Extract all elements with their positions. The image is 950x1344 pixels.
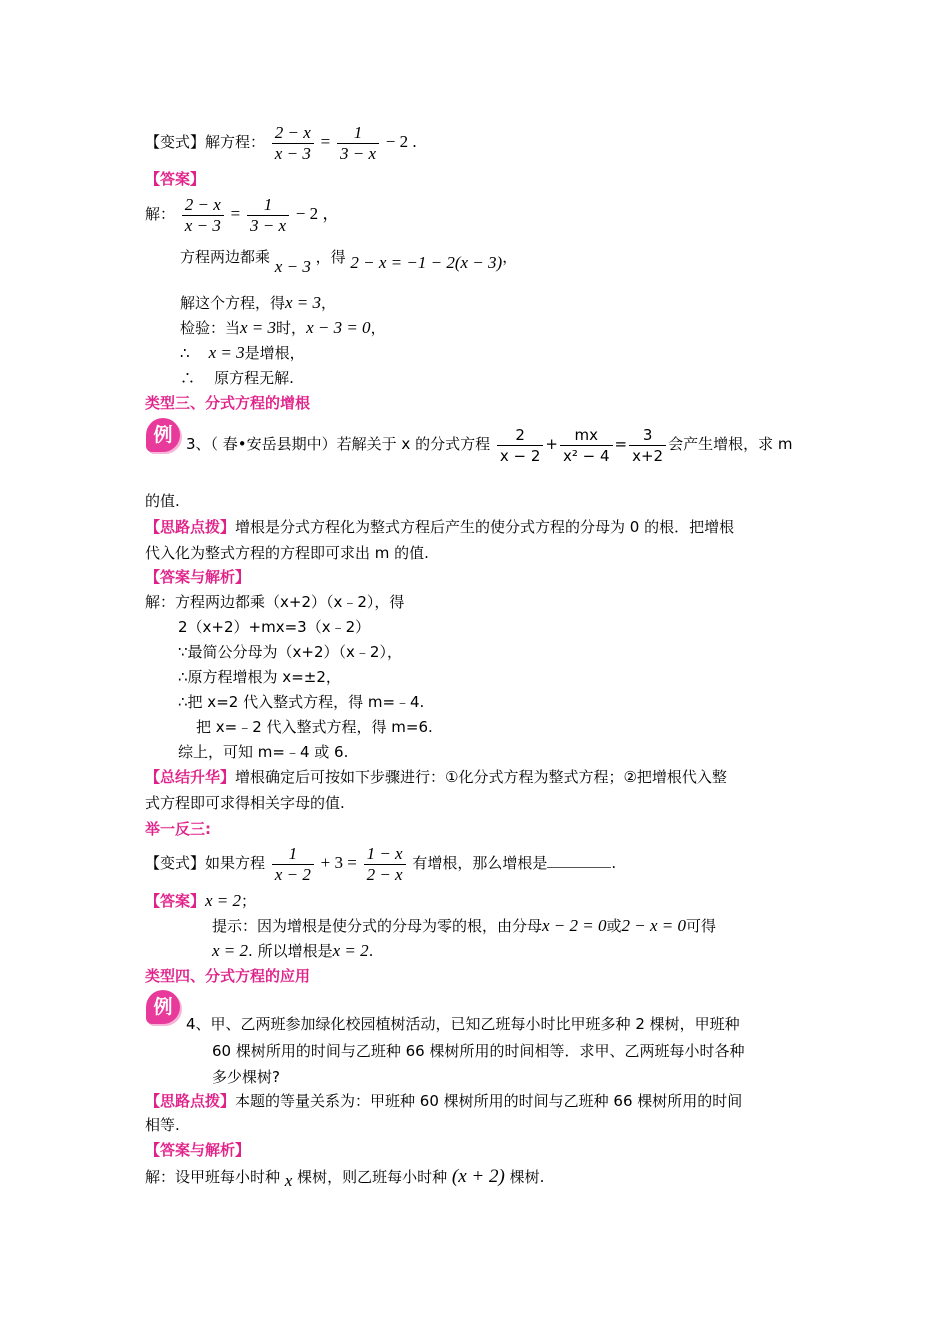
type4-question-line3: 多少棵树?	[212, 1068, 280, 1086]
fraction-lhs: $\frac{2 - x}{x - 3}$	[182, 195, 224, 236]
type3-summary-line1: 【总结升华】增根确定后可按如下步骤进行：①化分式方程为整式方程；②把增根代入整	[145, 768, 727, 786]
type3-heading: 类型三、分式方程的增根	[145, 394, 311, 412]
fraction-rhs: $\frac{1}{3 - x}$	[337, 123, 379, 164]
example-badge-icon: 例	[146, 990, 180, 1024]
practice-answer: 【答案】x = 2；	[145, 891, 257, 910]
answer-blank[interactable]	[547, 853, 611, 868]
type3-line-3: ∴原方程增根为 x=±2，	[178, 668, 341, 686]
type4-heading: 类型四、分式方程的应用	[145, 967, 311, 985]
type4-hint-line2: 相等.	[145, 1116, 180, 1134]
fraction-1: $\frac{2}{x - 2}$	[497, 425, 544, 466]
type3-line-5: 把 x=﹣2 代入整式方程，得 m=6.	[196, 718, 433, 736]
type3-line-1: 2（x+2）+mx=3（x﹣2）	[178, 618, 371, 636]
type3-line-0: 解：方程两边都乘（x+2）（x﹣2），得	[145, 593, 405, 611]
type3-hint-line1: 【思路点拨】增根是分式方程化为整式方程后产生的使分式方程的分母为 0 的根．把增根	[145, 518, 735, 536]
variant-1-problem: 【变式】解方程： $\frac{2 - x}{x - 3}$ = $\frac{1}{3 - x}$ − 2 .	[145, 122, 417, 163]
fraction-3: $\frac{3}{x+2}$	[629, 425, 666, 466]
answer-heading: 【答案】	[145, 170, 206, 188]
type4-answer-heading: 【答案与解析】	[145, 1141, 251, 1159]
practice-tip-line2: x = 2. 所以增根是x = 2.	[212, 941, 374, 960]
type3-answer-heading: 【答案与解析】	[145, 568, 251, 586]
type4-question-line2: 60 棵树所用的时间与乙班种 66 棵树所用的时间相等．求甲、乙两班每小时各种	[212, 1042, 745, 1060]
type3-line-2: ∵最简公分母为（x+2）（x﹣2），	[178, 643, 402, 661]
variant-label: 【变式】解方程：	[145, 133, 266, 151]
type4-hint-line1: 【思路点拨】本题的等量关系为：甲班种 60 棵树所用的时间与乙班种 66 棵树所用的时间	[145, 1092, 743, 1110]
type4-solution-line1: 解：设甲班每小时种 x 棵树，则乙班每小时种 (x + 2) 棵树.	[145, 1166, 545, 1190]
step-1: 方程两边都乘 x − 3 ，得 2 − x = −1 − 2(x − 3)，	[180, 248, 518, 276]
step-3: 检验：当x = 3时，x − 3 = 0，	[180, 318, 386, 337]
step-5: ∴ 原方程无解.	[180, 369, 294, 387]
fraction-1: $\frac{1}{x - 2}$	[272, 844, 314, 885]
fraction-2: $\frac{1 - x}{2 - x}$	[364, 844, 406, 885]
practice-tip-line1: 提示：因为增根是使分式的分母为零的根，由分母x − 2 = 0或2 − x = 0可得	[212, 916, 717, 935]
step-2: 解这个方程，得x = 3，	[180, 293, 337, 312]
type3-question-line2: 的值.	[145, 492, 180, 510]
practice-variant: 【变式】如果方程 $\frac{1}{x - 2}$ + 3 = $\frac{1 - x}{2 - x}$ 有增根，那么增根是 .	[145, 843, 617, 884]
type3-hint-line2: 代入化为整式方程的方程即可求出 m 的值.	[145, 544, 429, 562]
type3-line-6: 综上，可知 m=﹣4 或 6.	[178, 743, 349, 761]
answer-equation: 解： $\frac{2 - x}{x - 3}$ = $\frac{1}{3 - x}$ − 2 ，	[145, 194, 340, 235]
practice-heading: 举一反三:	[145, 820, 211, 838]
step-4: ∴ x = 3是增根，	[180, 343, 305, 362]
type4-question-line1: 4、甲、乙两班参加绿化校园植树活动，已知乙班每小时比甲班多种 2 棵树，甲班种	[186, 1015, 740, 1033]
fraction-lhs: $\frac{2 - x}{x - 3}$	[272, 123, 314, 164]
fraction-rhs: $\frac{1}{3 - x}$	[247, 195, 289, 236]
type3-summary-line2: 式方程即可求得相关字母的值.	[145, 794, 345, 812]
example-badge-icon: 例	[146, 418, 180, 452]
fraction-2: $\frac{mx}{\text{x² − 4}}$	[560, 425, 613, 466]
type3-question: 3、（ 春•安岳县期中）若解关于 x 的分式方程 $\frac{2}{x - 2}$ + $\frac{mx}{\text{x² − 4}}$ = $\frac{3}{x+2}$ 会产生增根，求 m	[186, 425, 793, 465]
type3-line-4: ∴把 x=2 代入整式方程，得 m=﹣4.	[178, 693, 425, 711]
